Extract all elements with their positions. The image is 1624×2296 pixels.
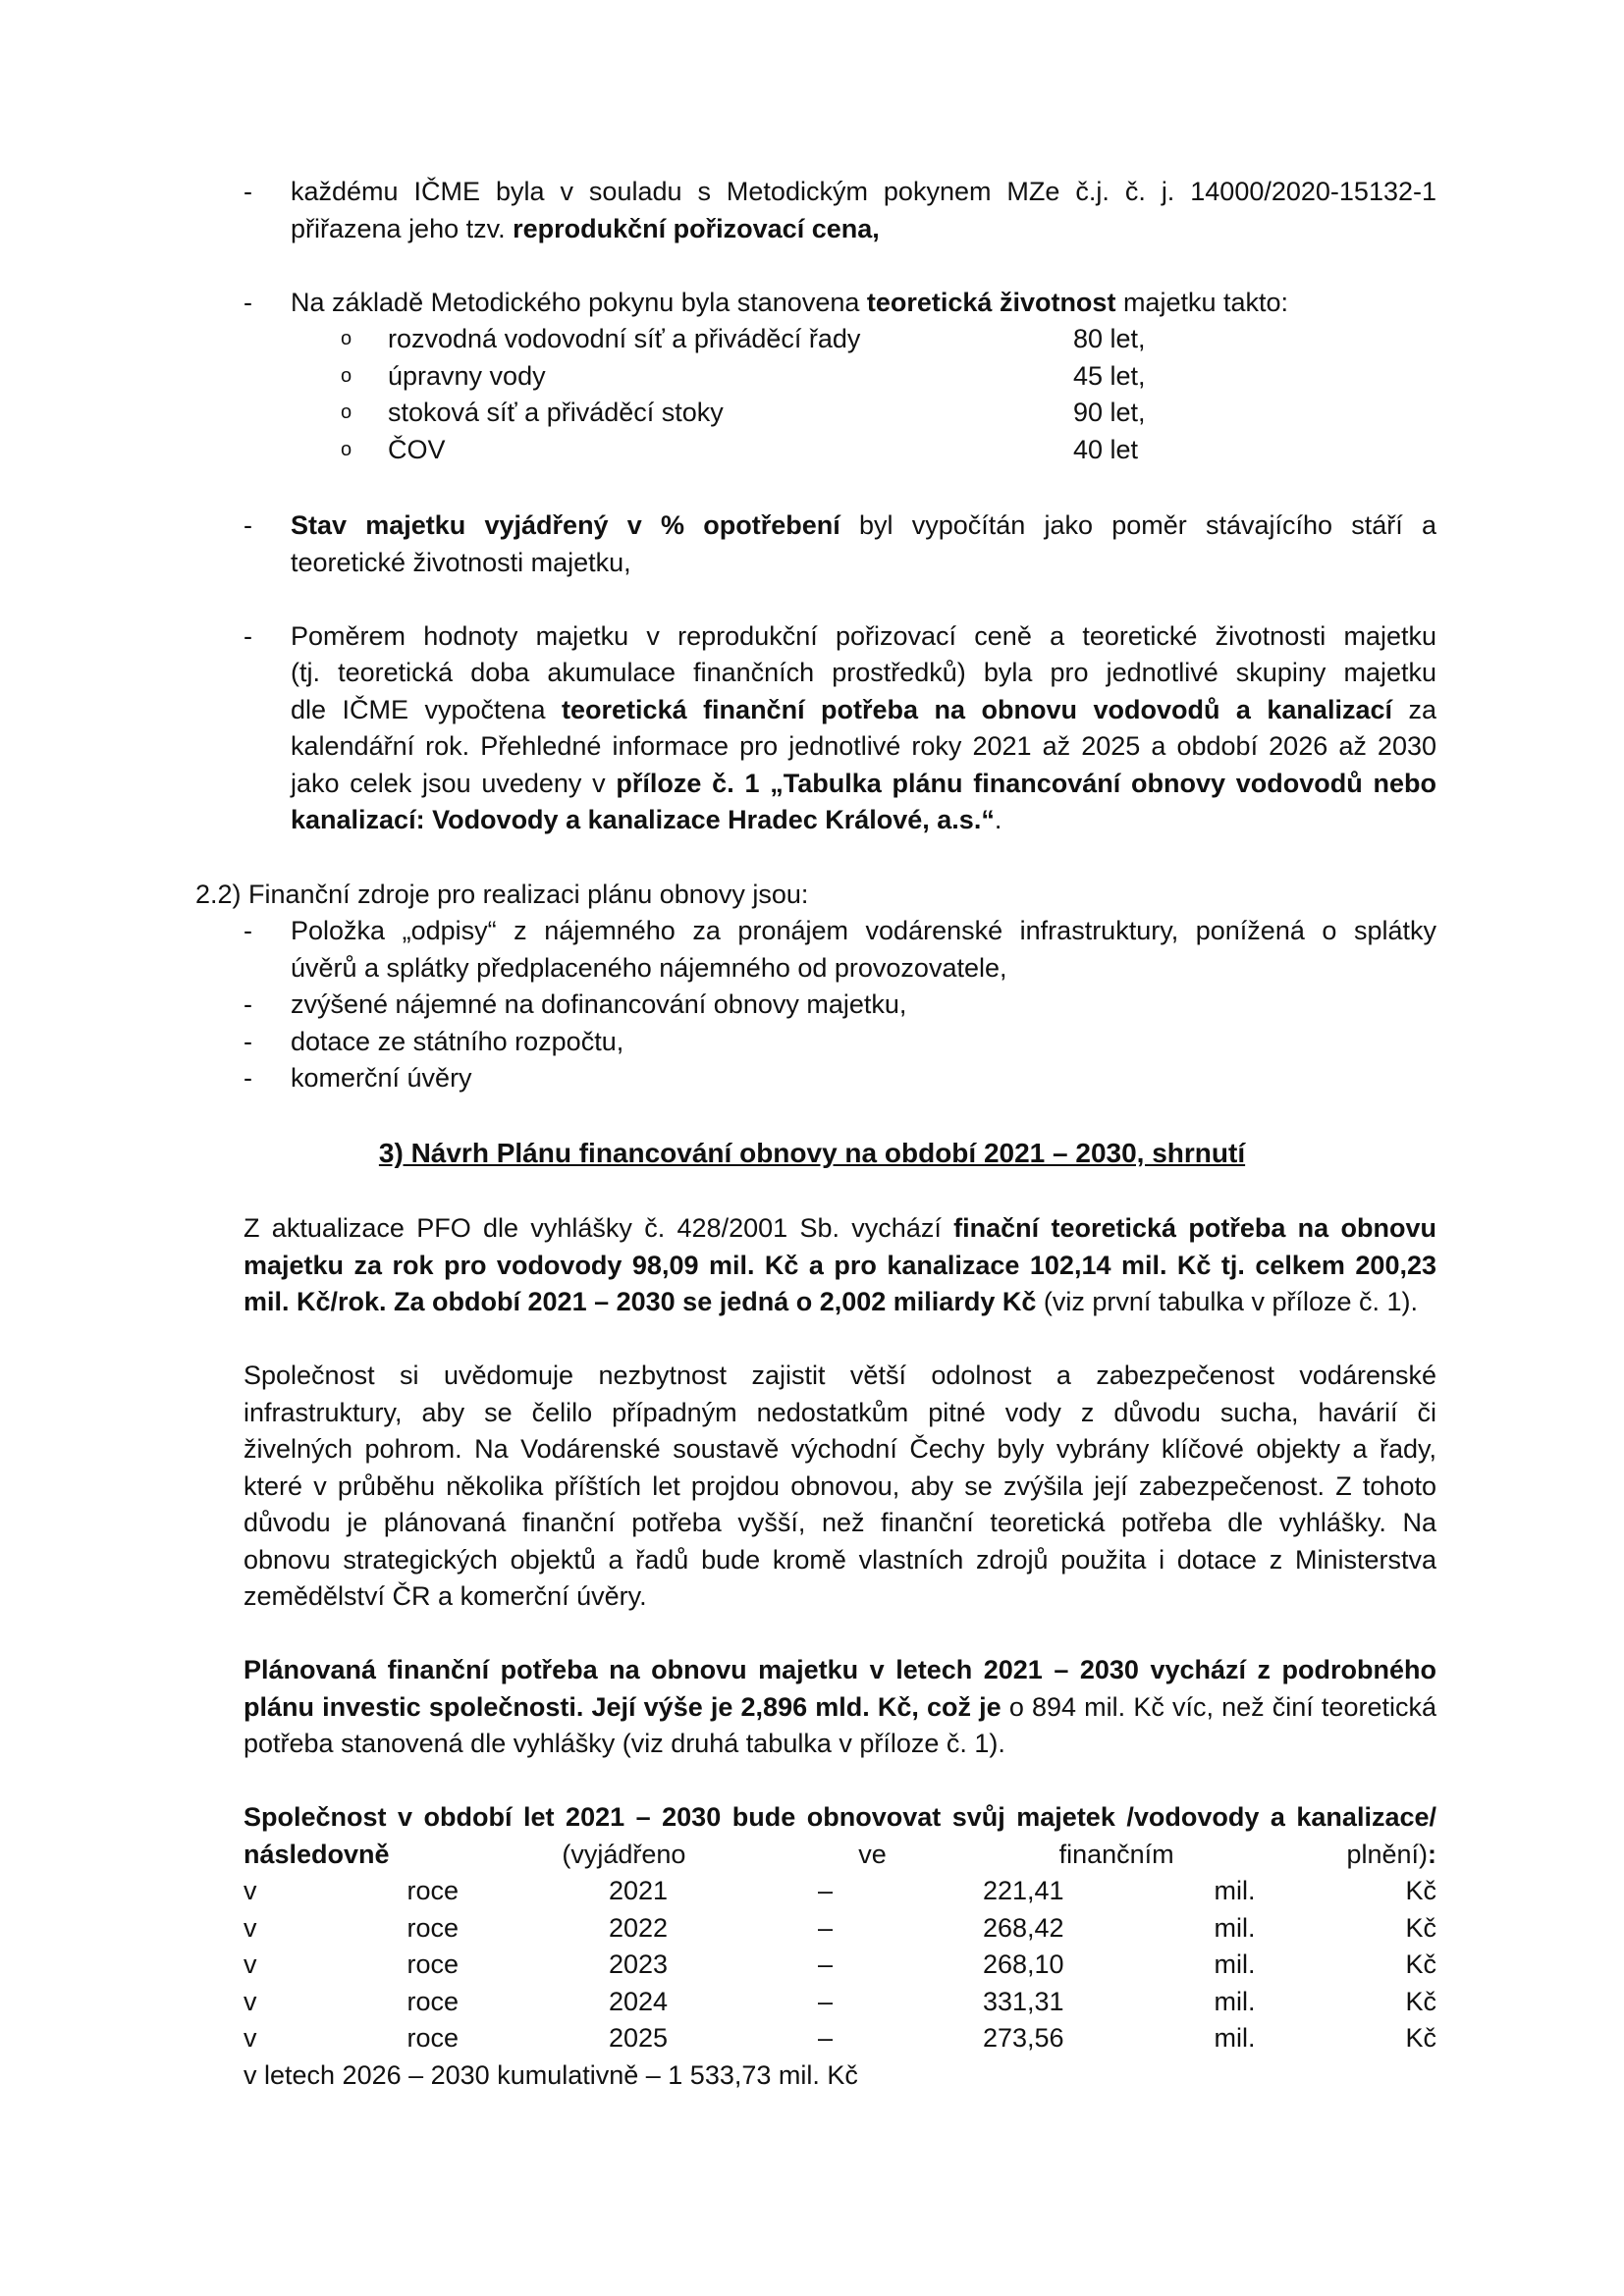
text-run: Z aktualizace PFO dle vyhlášky č. 428/2001 Sb. vychází — [244, 1213, 954, 1243]
dash-bullet: - — [244, 1026, 252, 1056]
text-line — [291, 618, 1436, 656]
lifetime-label: rozvodná vodovodní síť a přiváděcí řady — [388, 324, 861, 353]
text-line — [291, 766, 1436, 803]
list-item — [244, 174, 1436, 247]
bold-text-run: reprodukční pořizovací cena, — [513, 213, 880, 243]
section-2-2-heading: 2.2) Finanční zdroje pro realizaci plánu obnovy jsou: — [195, 880, 809, 909]
text-run: přiřazena jeho tzv. — [291, 213, 514, 243]
lifetime-item — [341, 321, 1185, 358]
text-run: o 894 mil. Kč víc, než činí teoretická — [1001, 1691, 1436, 1722]
circle-bullet: o — [341, 328, 352, 349]
bold-text-run: teoretická finanční potřeba na obnovu vodovodů a kanalizací — [562, 694, 1392, 724]
text-run: které v průběhu několika příštích let projdou obnovou, aby se zvýšila její zabezpečenost. Z tohoto — [244, 1470, 1436, 1501]
text-run: (viz první tabulka v příloze č. 1). — [1036, 1287, 1418, 1316]
lifetime-value: 90 let, — [1073, 398, 1146, 427]
text-line — [244, 1837, 1436, 1874]
lifetime-list — [341, 321, 1185, 468]
dash-bullet: - — [244, 287, 252, 317]
text-line — [244, 1505, 1436, 1542]
text-run: komerční úvěry — [291, 1063, 472, 1093]
text-run: každému IČME byla v souladu s Metodickým pokynem MZe č.j. č. j. 14000/2020-15132-1 — [291, 177, 1436, 206]
text-run: úvěrů a splátky předplaceného nájemného od provozovatele, — [291, 952, 1007, 983]
text-run: teoretické životnosti majetku, — [291, 547, 631, 577]
text-run: Poměrem hodnoty majetku v reprodukční pořizovací ceně a teoretické životnosti majetku — [291, 620, 1436, 651]
text-run: obnovu strategických objektů a řadů bude kromě vlastních zdrojů použita i dotace z Ministerstva — [244, 1544, 1436, 1575]
text-run: v letech 2026 – 2030 kumulativně – 1 533,73 mil. Kč — [244, 2059, 858, 2090]
list-item-text — [291, 285, 1436, 322]
list-item — [244, 507, 1436, 581]
list-item-text — [291, 1060, 1436, 1097]
text-run: (tj. teoretická doba akumulace finančních prostředků) byla pro jednotlivé skupiny majetku — [291, 658, 1436, 687]
text-line — [291, 950, 1436, 988]
circle-bullet: o — [341, 401, 352, 423]
paragraph-yearly-plan — [244, 1799, 1436, 2094]
text-line — [244, 1689, 1436, 1727]
text-run: zemědělství ČR a komerční úvěry. — [244, 1581, 647, 1611]
text-line — [244, 1542, 1436, 1579]
text-run: Společnost si uvědomuje nezbytnost zajistit větší odolnost a zabezpečenost vodárenské — [244, 1361, 1436, 1390]
text-line — [291, 1024, 1436, 1061]
text-line — [291, 913, 1436, 950]
text-run: byl vypočítán jako poměr stávajícího stáří a — [839, 510, 1436, 540]
text-run: zvýšené nájemné na dofinancování obnovy majetku, — [291, 989, 907, 1019]
text-line — [244, 1284, 1436, 1321]
dash-bullet: - — [244, 989, 252, 1019]
text-run: Položka „odpisy“ z nájemného za pronájem vodárenské infrastruktury, ponížená o splátky — [291, 916, 1436, 945]
lifetime-label: stoková síť a přiváděcí stoky — [388, 398, 724, 427]
text-line — [244, 1431, 1436, 1468]
text-run: živelných pohrom. Na Vodárenské soustavě východní Čechy byly vybrány klíčové objekty a řady, — [244, 1434, 1436, 1464]
dash-list-1 — [244, 174, 1436, 321]
text-line — [291, 802, 1436, 839]
text-line — [244, 1358, 1436, 1395]
text-line — [244, 1947, 1436, 1984]
text-line — [244, 1910, 1436, 1948]
dash-bullet: - — [244, 177, 252, 206]
text-line — [291, 655, 1436, 692]
text-line — [244, 1210, 1436, 1248]
text-line — [291, 692, 1436, 729]
text-line — [244, 1984, 1436, 2021]
text-line — [291, 987, 1436, 1024]
text-run: potřeba stanovená dle vyhlášky (viz druhá tabulka v příloze č. 1). — [244, 1729, 1005, 1758]
bold-text-run: : — [1428, 1839, 1436, 1869]
bold-text-run: Plánovaná finanční potřeba na obnovu majetku v letech 2021 – 2030 vychází z podrobného — [244, 1655, 1436, 1684]
text-run: v roce 2022 – 268,42 mil. Kč — [244, 1912, 1436, 1943]
dash-bullet: - — [244, 510, 252, 540]
bold-text-run: Společnost v období let 2021 – 2030 bude obnovovat svůj majetek /vodovody a kanalizace/ — [244, 1802, 1436, 1832]
funding-sources-list — [244, 913, 1436, 1097]
bold-text-run: Stav majetku vyjádřený v % opotřebení — [291, 510, 840, 540]
bold-text-run: plánu investic společnosti. Její výše je 2,896 mld. Kč, což je — [244, 1691, 1001, 1722]
text-run: kalendářní rok. Přehledné informace pro jednotlivé roky 2021 až 2025 a období 2026 až 2030 — [291, 731, 1436, 761]
lifetime-label: ČOV — [388, 434, 446, 464]
list-item — [244, 285, 1436, 322]
bold-text-run: kanalizací: Vodovody a kanalizace Hradec Králové, a.s.“ — [291, 805, 995, 834]
lifetime-value: 40 let — [1073, 434, 1139, 464]
circle-bullet: o — [341, 438, 352, 460]
text-line — [291, 545, 1436, 582]
text-run: dotace ze státního rozpočtu, — [291, 1026, 624, 1056]
text-line — [244, 1873, 1436, 1910]
paragraph-summary — [244, 1210, 1436, 1321]
text-run: v roce 2024 – 331,31 mil. Kč — [244, 1986, 1436, 2016]
text-line — [291, 507, 1436, 545]
text-run: Na základě Metodického pokynu byla stanovena — [291, 287, 867, 317]
text-line — [244, 1652, 1436, 1689]
text-run: . — [994, 805, 1002, 834]
text-run: v roce 2025 – 273,56 mil. Kč — [244, 2023, 1436, 2053]
text-line — [244, 1395, 1436, 1432]
text-run: v roce 2023 – 268,10 mil. Kč — [244, 1949, 1436, 1979]
text-run: majetku takto: — [1115, 287, 1289, 317]
bold-text-run: následovně — [244, 1839, 390, 1869]
text-line — [291, 1060, 1436, 1097]
list-item-text — [291, 913, 1436, 987]
lifetime-value: 45 let, — [1073, 360, 1146, 391]
text-line — [291, 174, 1436, 211]
text-run: jako celek jsou uvedeny v — [291, 768, 617, 798]
list-item-text — [291, 987, 1436, 1024]
dash-bullet: - — [244, 1063, 252, 1093]
paragraph-resilience — [244, 1358, 1436, 1616]
text-line — [244, 1578, 1436, 1616]
list-item — [244, 987, 1436, 1024]
lifetime-value: 80 let, — [1073, 324, 1146, 353]
text-line — [291, 285, 1436, 322]
circle-bullet: o — [341, 364, 352, 387]
section-3-heading: 3) Návrh Plánu financování obnovy na období 2021 – 2030, shrnutí — [378, 1138, 1246, 1168]
list-item — [244, 1060, 1436, 1097]
list-item — [244, 1024, 1436, 1061]
list-item — [244, 618, 1436, 839]
list-item-text — [291, 1024, 1436, 1061]
list-item-text — [291, 507, 1436, 581]
text-run: dle IČME vypočtena — [291, 694, 563, 724]
lifetime-item — [341, 432, 1185, 469]
text-line — [291, 728, 1436, 766]
dash-list-2 — [244, 507, 1436, 839]
text-run: důvodu je plánovaná finanční potřeba vyšší, než finanční teoretická potřeba dle vyhlášky. Na — [244, 1508, 1436, 1537]
text-line — [244, 1248, 1436, 1285]
text-run: za — [1391, 694, 1436, 724]
lifetime-item — [341, 358, 1185, 396]
list-item-text — [291, 618, 1436, 839]
dash-bullet: - — [244, 916, 252, 945]
text-line — [244, 2057, 1436, 2095]
text-run: v roce 2021 – 221,41 mil. Kč — [244, 1876, 1436, 1905]
paragraph-planned-need — [244, 1652, 1436, 1763]
text-line — [244, 1799, 1436, 1837]
list-item-text — [291, 174, 1436, 247]
text-line — [244, 1726, 1436, 1763]
lifetime-item — [341, 395, 1185, 432]
bold-text-run: teoretická životnost — [866, 287, 1116, 317]
bold-text-run: mil. Kč/rok. Za období 2021 – 2030 se jedná o 2,002 miliardy Kč — [244, 1287, 1037, 1316]
bold-text-run: finační teoretická potřeba na obnovu — [953, 1213, 1436, 1243]
bold-text-run: majetku za rok pro vodovody 98,09 mil. Kč a pro kanalizace 102,14 mil. Kč tj. celkem 200,23 — [244, 1250, 1436, 1280]
lifetime-label: úpravny vody — [388, 360, 546, 391]
text-line — [244, 2020, 1436, 2057]
dash-bullet: - — [244, 620, 252, 651]
list-item — [244, 913, 1436, 987]
bold-text-run: příloze č. 1 „Tabulka plánu financování obnovy vodovodů nebo — [616, 768, 1436, 798]
text-run: infrastruktury, aby se čelilo případným nedostatkům pitné vody z důvodu sucha, havárií či — [244, 1397, 1436, 1427]
text-line — [244, 1468, 1436, 1506]
text-run: (vyjádřeno ve finančním plnění) — [389, 1839, 1428, 1869]
text-line — [291, 211, 1436, 248]
